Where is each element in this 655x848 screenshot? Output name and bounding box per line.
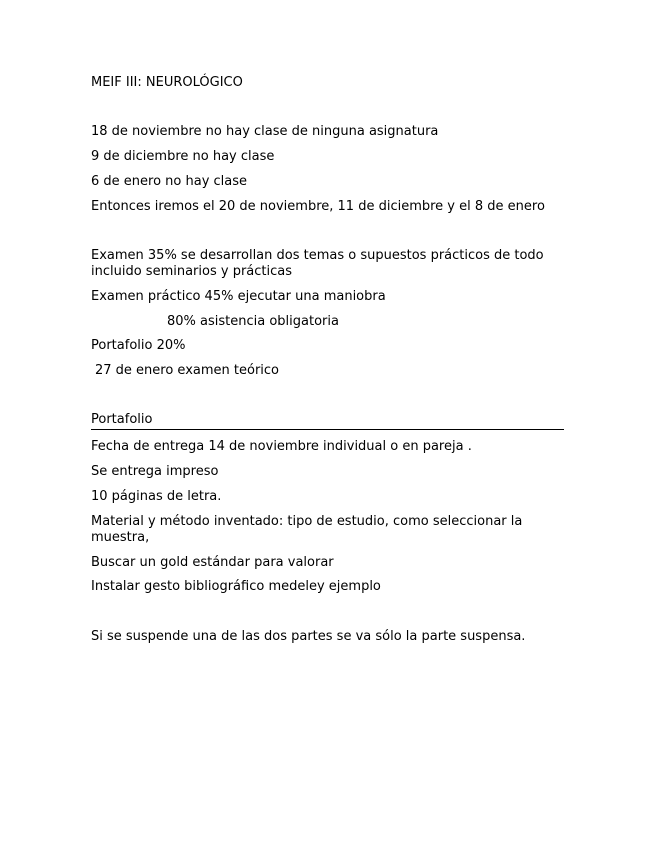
date-line-4: Entonces iremos el 20 de noviembre, 11 de diciembre y el 8 de enero [91,199,545,214]
portfolio-heading: Portafolio [91,412,153,427]
date-line-1: 18 de noviembre no hay clase de ninguna asignatura [91,124,439,139]
portfolio-item-5: Buscar un gold estándar para valorar [91,555,334,570]
heading-underline [91,429,564,430]
exam-line: Examen 35% se desarrollan dos temas o supuestos prácticos de todo incluido seminarios y prácticas [91,248,544,279]
practical-exam-line: Examen práctico 45% ejecutar una maniobra [91,289,386,304]
portfolio-weight-line: Portafolio 20% [91,338,186,353]
date-line-3: 6 de enero no hay clase [91,174,248,189]
portfolio-item-3: 10 páginas de letra. [91,489,222,504]
portfolio-item-1: Fecha de entrega 14 de noviembre individual o en pareja . [91,439,472,454]
portfolio-item-2: Se entrega impreso [91,464,219,479]
document-title: MEIF III: NEUROLÓGICO [91,75,243,90]
date-line-2: 9 de diciembre no hay clase [91,149,275,164]
attendance-line: 80% asistencia obligatoria [167,314,339,329]
portfolio-item-4: Material y método inventado: tipo de estudio, como seleccionar la muestra, [91,514,523,545]
theory-exam-line: 27 de enero examen teórico [95,363,280,378]
closing-note: Si se suspende una de las dos partes se va sólo la parte suspensa. [91,629,526,644]
portfolio-item-6: Instalar gesto bibliográfico medeley ejemplo [91,579,381,594]
